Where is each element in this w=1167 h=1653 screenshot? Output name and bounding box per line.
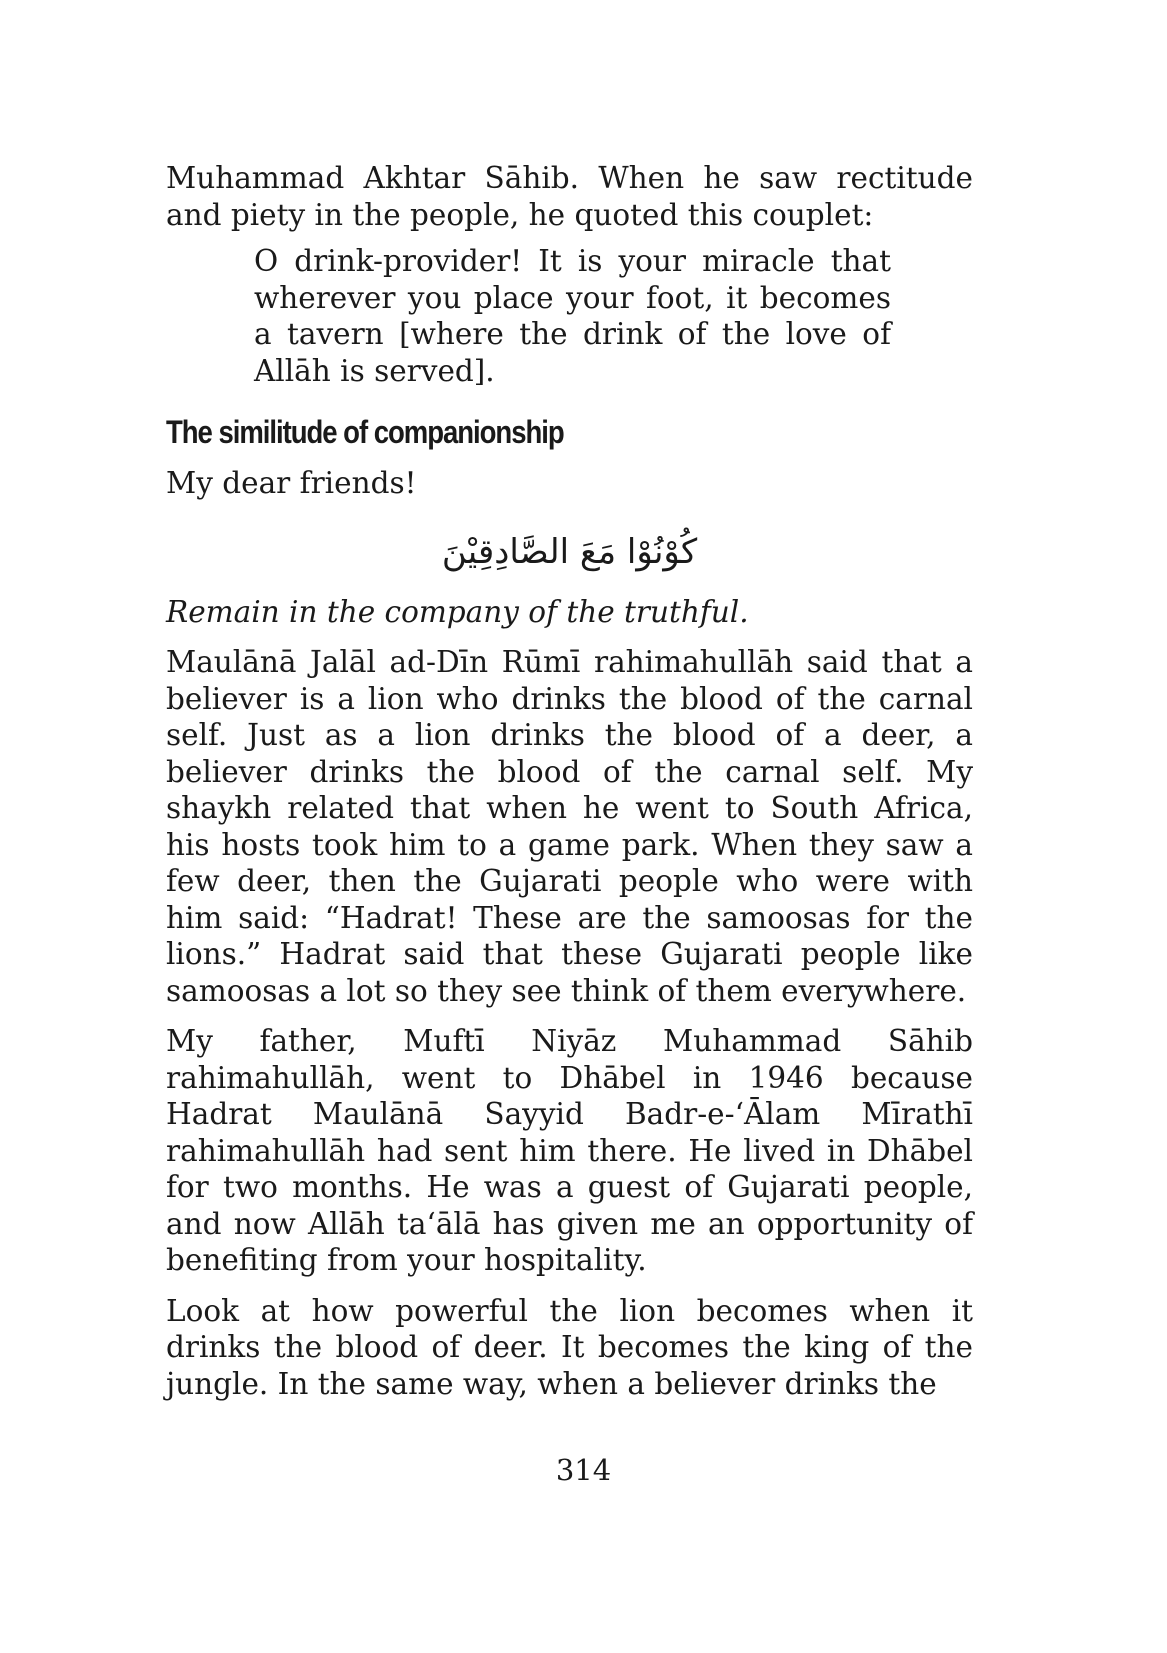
couplet-quote: O drink-provider! It is your miracle that wherever you place your foot, it becomes a tavern [where the drink of the love of Allāh is served]. [254,244,891,388]
arabic-verse: كُوْنُوْا مَعَ الصَّادِقِيْنَ [441,531,698,572]
paragraph-4: My father, Muftī Niyāz Muhammad Sāhib rahimahullāh, went to Dhābel in 1946 because Hadrat Maulānā Sayyid Badr-e-‘Ālam Mīrathī rahimahullāh had sent him there. He lived in Dhābel for two months. He was a guest of Gujarati people, and now Allāh ta‘ālā has given me an opportunity of benefiting from your hospitality. [166,1024,973,1277]
verse-translation: Remain in the company of the truthful. [166,594,749,629]
page-body [166,160,973,1402]
page-number: 314 [555,1453,612,1487]
section-heading: The similitude of companionship [166,414,564,450]
paragraph-1: Muhammad Akhtar Sāhib. When he saw rectitude and piety in the people, he quoted this couplet: [166,161,973,232]
paragraph-2: My dear friends! [166,466,417,500]
paragraph-3: Maulānā Jalāl ad-Dīn Rūmī rahimahullāh said that a believer is a lion who drinks the blood of the carnal self. Just as a lion drinks the blood of a deer, a believer drinks the blood of the carnal self. My shaykh related that when he went to South Africa, his hosts took him to a game park. When they saw a few deer, then the Gujarati people who were with him said: “Hadrat! These are the samoosas for the lions.” Hadrat said that these Gujarati people like samoosas a lot so they see think of them everywhere. [166,645,973,1008]
paragraph-5: Look at how powerful the lion becomes when it drinks the blood of deer. It becomes the king of the jungle. In the same way, when a believer drinks the [166,1293,973,1401]
